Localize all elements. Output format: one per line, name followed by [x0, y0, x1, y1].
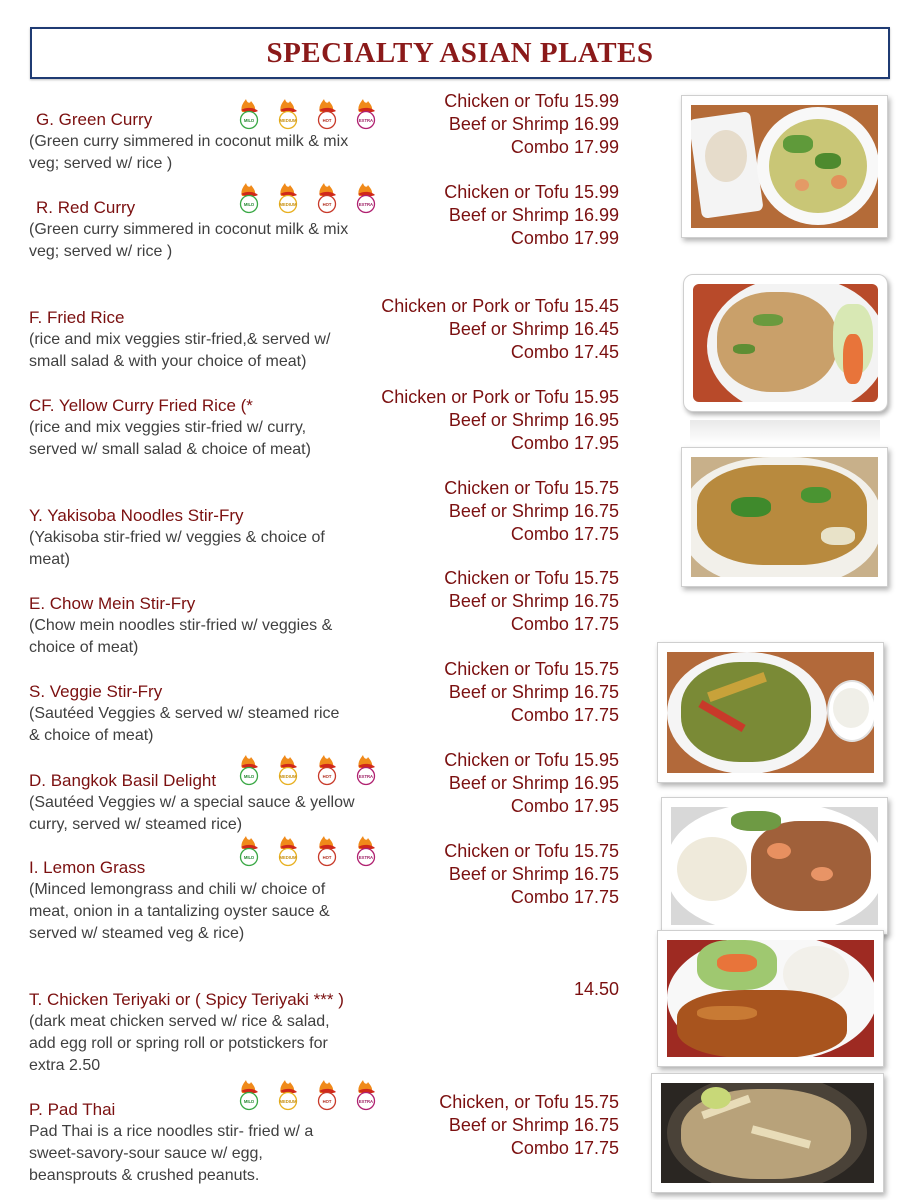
item-desc-red-curry: [29, 219, 348, 263]
prices-chicken-teriyaki: [574, 978, 619, 1001]
prices-fried-rice: [381, 295, 619, 364]
item-desc: (Green curry simmered in coconut milk & mix veg; served w/ rice ): [29, 133, 349, 172]
spice-level-row: [236, 182, 379, 214]
price-line: Beef or Shrimp 16.99: [448, 205, 619, 225]
item-desc: (Minced lemongrass and chili w/ choice of meat, onion in a tantalizing oyster sauce & served w/ steamed veg & rice): [29, 881, 330, 942]
item-desc: (rice and mix veggies stir-fried w/ curry, served w/ small salad & choice of meat): [29, 419, 311, 458]
chili-mild-icon: [236, 98, 262, 130]
item-desc: (Sautéed Veggies w/ a special sauce & yellow curry, served w/ steamed rice): [29, 794, 355, 833]
menu-item-red-curry: [36, 197, 135, 219]
item-name: F. Fried Rice: [29, 308, 125, 327]
chili-medium-icon: [275, 98, 301, 130]
prices-bangkok-basil: [444, 749, 619, 818]
item-desc: (Chow mein noodles stir-fried w/ veggies & choice of meat): [29, 617, 333, 656]
spice-level-row: [236, 835, 379, 867]
prices-lemon-grass: [444, 840, 619, 909]
price-line: Beef or Shrimp 16.75: [448, 682, 619, 702]
menu-item-fried-rice: [29, 307, 330, 373]
price-line: Chicken or Tofu 15.99: [444, 91, 619, 111]
price-line: Beef or Shrimp 16.95: [448, 773, 619, 793]
chili-extra-icon: [353, 835, 379, 867]
spice-level-row: [236, 98, 379, 130]
spice-label: MILD: [243, 201, 255, 207]
spice-label: EXTRA: [358, 1098, 374, 1104]
item-name: D. Bangkok Basil Delight: [29, 771, 217, 790]
item-desc: (Green curry simmered in coconut milk & mix veg; served w/ rice ): [29, 221, 349, 260]
chili-hot-icon: [314, 835, 340, 867]
price-line: Chicken or Tofu 15.99: [444, 182, 619, 202]
spice-label: HOT: [322, 1098, 332, 1104]
photo-pad-thai: [651, 1073, 884, 1193]
chili-extra-icon: [353, 98, 379, 130]
item-desc: (Sautéed Veggies & served w/ steamed rice & choice of meat): [29, 705, 340, 744]
price-line: Combo 17.75: [510, 1138, 619, 1158]
chili-hot-icon: [314, 754, 340, 786]
menu-item-green-curry: [36, 109, 152, 131]
prices-pad-thai: [439, 1091, 619, 1160]
chili-extra-icon: [353, 1079, 379, 1111]
chili-medium-icon: [275, 182, 301, 214]
prices-chow-mein: [444, 567, 619, 636]
photo-veggie-stir-fry: [657, 642, 884, 783]
spice-label: EXTRA: [358, 117, 374, 123]
price-line: Combo 17.99: [510, 228, 619, 248]
chili-extra-icon: [353, 182, 379, 214]
photo-fried-rice: [683, 274, 888, 412]
item-name: CF. Yellow Curry Fried Rice (*: [29, 396, 253, 415]
chili-hot-icon: [314, 98, 340, 130]
photo-reflection: [690, 420, 880, 444]
spice-label: MILD: [243, 854, 255, 860]
spice-label: MILD: [243, 773, 255, 779]
price-line: Beef or Shrimp 16.45: [448, 319, 619, 339]
chili-mild-icon: [236, 1079, 262, 1111]
menu-title: SPECIALTY ASIAN PLATES: [266, 37, 654, 69]
price-line: Chicken or Tofu 15.75: [444, 568, 619, 588]
price-line: Combo 17.95: [510, 796, 619, 816]
menu-item-veggie-stir-fry: [29, 681, 339, 747]
photo-lemon-grass: [661, 797, 888, 935]
price-line: Beef or Shrimp 16.75: [448, 864, 619, 884]
chili-medium-icon: [275, 835, 301, 867]
spice-label: HOT: [322, 773, 332, 779]
price-line: Beef or Shrimp 16.75: [448, 1115, 619, 1135]
price-line: Combo 17.75: [510, 887, 619, 907]
spice-level-row: [236, 1079, 379, 1111]
price-line: Combo 17.75: [510, 705, 619, 725]
price-line: Beef or Shrimp 16.99: [448, 114, 619, 134]
item-name: S. Veggie Stir-Fry: [29, 682, 163, 701]
photo-chicken-teriyaki: [657, 930, 884, 1067]
spice-label: HOT: [322, 117, 332, 123]
chili-mild-icon: [236, 754, 262, 786]
price-line: Combo 17.99: [510, 137, 619, 157]
price-line: Chicken or Tofu 15.75: [444, 478, 619, 498]
menu-item-yakisoba: [29, 505, 325, 571]
menu-item-chicken-teriyaki: [29, 989, 344, 1077]
chili-extra-icon: [353, 754, 379, 786]
price-line: Beef or Shrimp 16.75: [448, 501, 619, 521]
price-line: Combo 17.75: [510, 524, 619, 544]
item-desc: (Yakisoba stir-fried w/ veggies & choice of meat): [29, 529, 325, 568]
price-line: Combo 17.75: [510, 614, 619, 634]
spice-label: EXTRA: [358, 854, 374, 860]
menu-item-chow-mein: [29, 593, 332, 659]
spice-label: HOT: [322, 201, 332, 207]
title-box: [30, 27, 890, 79]
item-name: G. Green Curry: [36, 110, 153, 129]
price-line: 14.50: [573, 979, 619, 999]
chili-hot-icon: [314, 182, 340, 214]
chili-mild-icon: [236, 835, 262, 867]
item-name: T. Chicken Teriyaki or ( Spicy Teriyaki *** ): [29, 990, 344, 1009]
spice-label: MILD: [243, 1098, 255, 1104]
item-desc: (rice and mix veggies stir-fried,& served w/ small salad & with your choice of meat): [29, 331, 331, 370]
chili-medium-icon: [275, 1079, 301, 1111]
item-name: Y. Yakisoba Noodles Stir-Fry: [29, 506, 244, 525]
chili-medium-icon: [275, 754, 301, 786]
item-name: P. Pad Thai: [29, 1100, 116, 1119]
item-name: E. Chow Mein Stir-Fry: [29, 594, 196, 613]
price-line: Combo 17.45: [510, 342, 619, 362]
spice-label: EXTRA: [358, 773, 374, 779]
spice-label: MEDIUM: [279, 854, 297, 860]
prices-veggie-stir-fry: [444, 658, 619, 727]
item-desc: (dark meat chicken served w/ rice & salad, add egg roll or spring roll or potstickers for extra 2.50: [29, 1013, 330, 1074]
price-line: Beef or Shrimp 16.95: [448, 410, 619, 430]
spice-label: MEDIUM: [279, 773, 297, 779]
price-line: Combo 17.95: [510, 433, 619, 453]
price-line: Chicken or Tofu 15.95: [444, 750, 619, 770]
photo-yakisoba: [681, 447, 888, 587]
chili-hot-icon: [314, 1079, 340, 1111]
price-line: Beef or Shrimp 16.75: [448, 591, 619, 611]
price-line: Chicken, or Tofu 15.75: [439, 1092, 619, 1112]
spice-label: MEDIUM: [279, 1098, 297, 1104]
spice-label: EXTRA: [358, 201, 374, 207]
item-desc-green-curry: [29, 131, 348, 175]
price-line: Chicken or Pork or Tofu 15.45: [381, 296, 619, 316]
spice-label: HOT: [322, 854, 332, 860]
prices-red-curry: [444, 181, 619, 250]
item-name: R. Red Curry: [36, 198, 136, 217]
price-line: Chicken or Tofu 15.75: [444, 659, 619, 679]
menu-item-pad-thai: [29, 1099, 313, 1187]
menu-item-yellow-curry-fried-rice: [29, 395, 311, 461]
spice-level-row: [236, 754, 379, 786]
item-name: I. Lemon Grass: [29, 858, 146, 877]
spice-label: MILD: [243, 117, 255, 123]
photo-curry: [681, 95, 888, 238]
prices-green-curry: [444, 90, 619, 159]
price-line: Chicken or Pork or Tofu 15.95: [381, 387, 619, 407]
price-line: Chicken or Tofu 15.75: [444, 841, 619, 861]
item-desc: Pad Thai is a rice noodles stir- fried w/ a sweet-savory-sour sauce w/ egg, beansprouts & crushed peanuts.: [29, 1123, 314, 1184]
spice-label: MEDIUM: [279, 117, 297, 123]
prices-yakisoba: [444, 477, 619, 546]
spice-label: MEDIUM: [279, 201, 297, 207]
prices-yellow-curry-fried-rice: [381, 386, 619, 455]
chili-mild-icon: [236, 182, 262, 214]
